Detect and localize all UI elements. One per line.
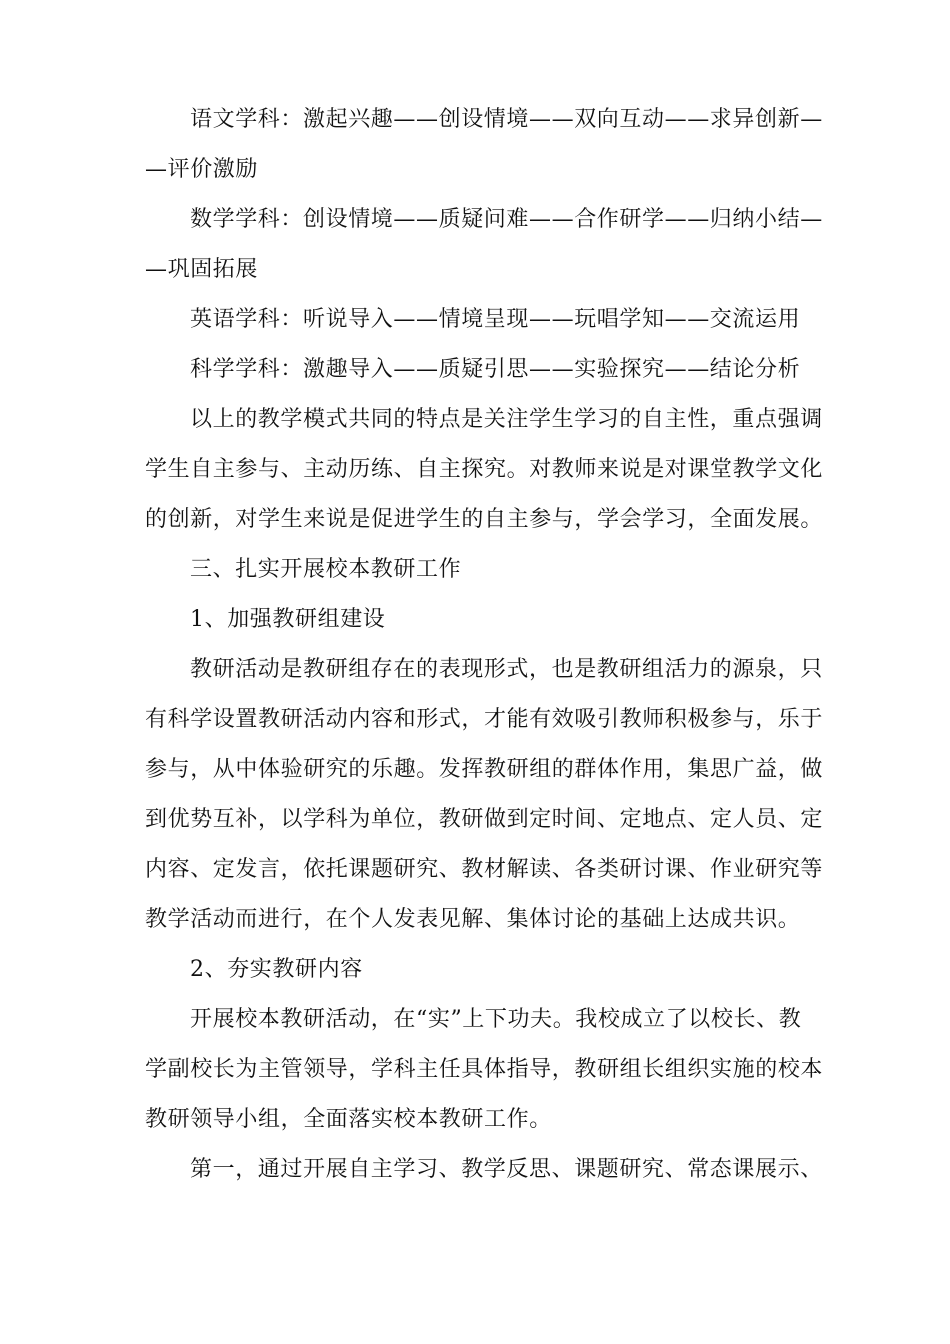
paragraph-line: 教研领导小组，全面落实校本教研工作。 — [145, 1107, 552, 1132]
paragraph-line: 教学活动而进行，在个人发表见解、集体讨论的基础上达成共识。 — [145, 907, 801, 932]
paragraph-line: 参与，从中体验研究的乐趣。发挥教研组的群体作用，集思广益，做 — [145, 757, 824, 782]
paragraph-line: 到优势互补，以学科为单位，教研做到定时间、定地点、定人员、定 — [145, 807, 824, 832]
paragraph-line: —巩固拓展 — [145, 257, 259, 282]
paragraph-line: 的创新，对学生来说是促进学生的自主参与，学会学习，全面发展。 — [145, 507, 824, 532]
subsection-heading: 1、加强教研组建设 — [190, 607, 386, 632]
paragraph-line: 有科学设置教研活动内容和形式，才能有效吸引教师积极参与，乐于 — [145, 707, 824, 732]
paragraph-line: 数学学科：创设情境——质疑问难——合作研学——归纳小结— — [190, 207, 823, 232]
paragraph-line: 开展校本教研活动，在“实”上下功夫。我校成立了以校长、教 — [190, 1007, 802, 1032]
paragraph-line: 学副校长为主管领导，学科主任具体指导，教研组长组织实施的校本 — [145, 1057, 824, 1082]
paragraph-line: 以上的教学模式共同的特点是关注学生学习的自主性，重点强调 — [190, 407, 823, 432]
section-heading: 三、扎实开展校本教研工作 — [190, 557, 462, 582]
subsection-heading: 2、夯实教研内容 — [190, 957, 363, 982]
paragraph-line: 内容、定发言，依托课题研究、教材解读、各类研讨课、作业研究等 — [145, 857, 824, 882]
paragraph-line: 英语学科：听说导入——情境呈现——玩唱学知——交流运用 — [190, 307, 801, 332]
paragraph-line: —评价激励 — [145, 157, 259, 182]
paragraph-line: 语文学科：激起兴趣——创设情境——双向互动——求异创新— — [190, 107, 823, 132]
paragraph-line: 第一，通过开展自主学习、教学反思、课题研究、常态课展示、 — [190, 1157, 823, 1182]
paragraph-line: 科学学科：激趣导入——质疑引思——实验探究——结论分析 — [190, 357, 801, 382]
paragraph-line: 教研活动是教研组存在的表现形式，也是教研组活力的源泉，只 — [190, 657, 823, 682]
paragraph-line: 学生自主参与、主动历练、自主探究。对教师来说是对课堂教学文化 — [145, 457, 824, 482]
